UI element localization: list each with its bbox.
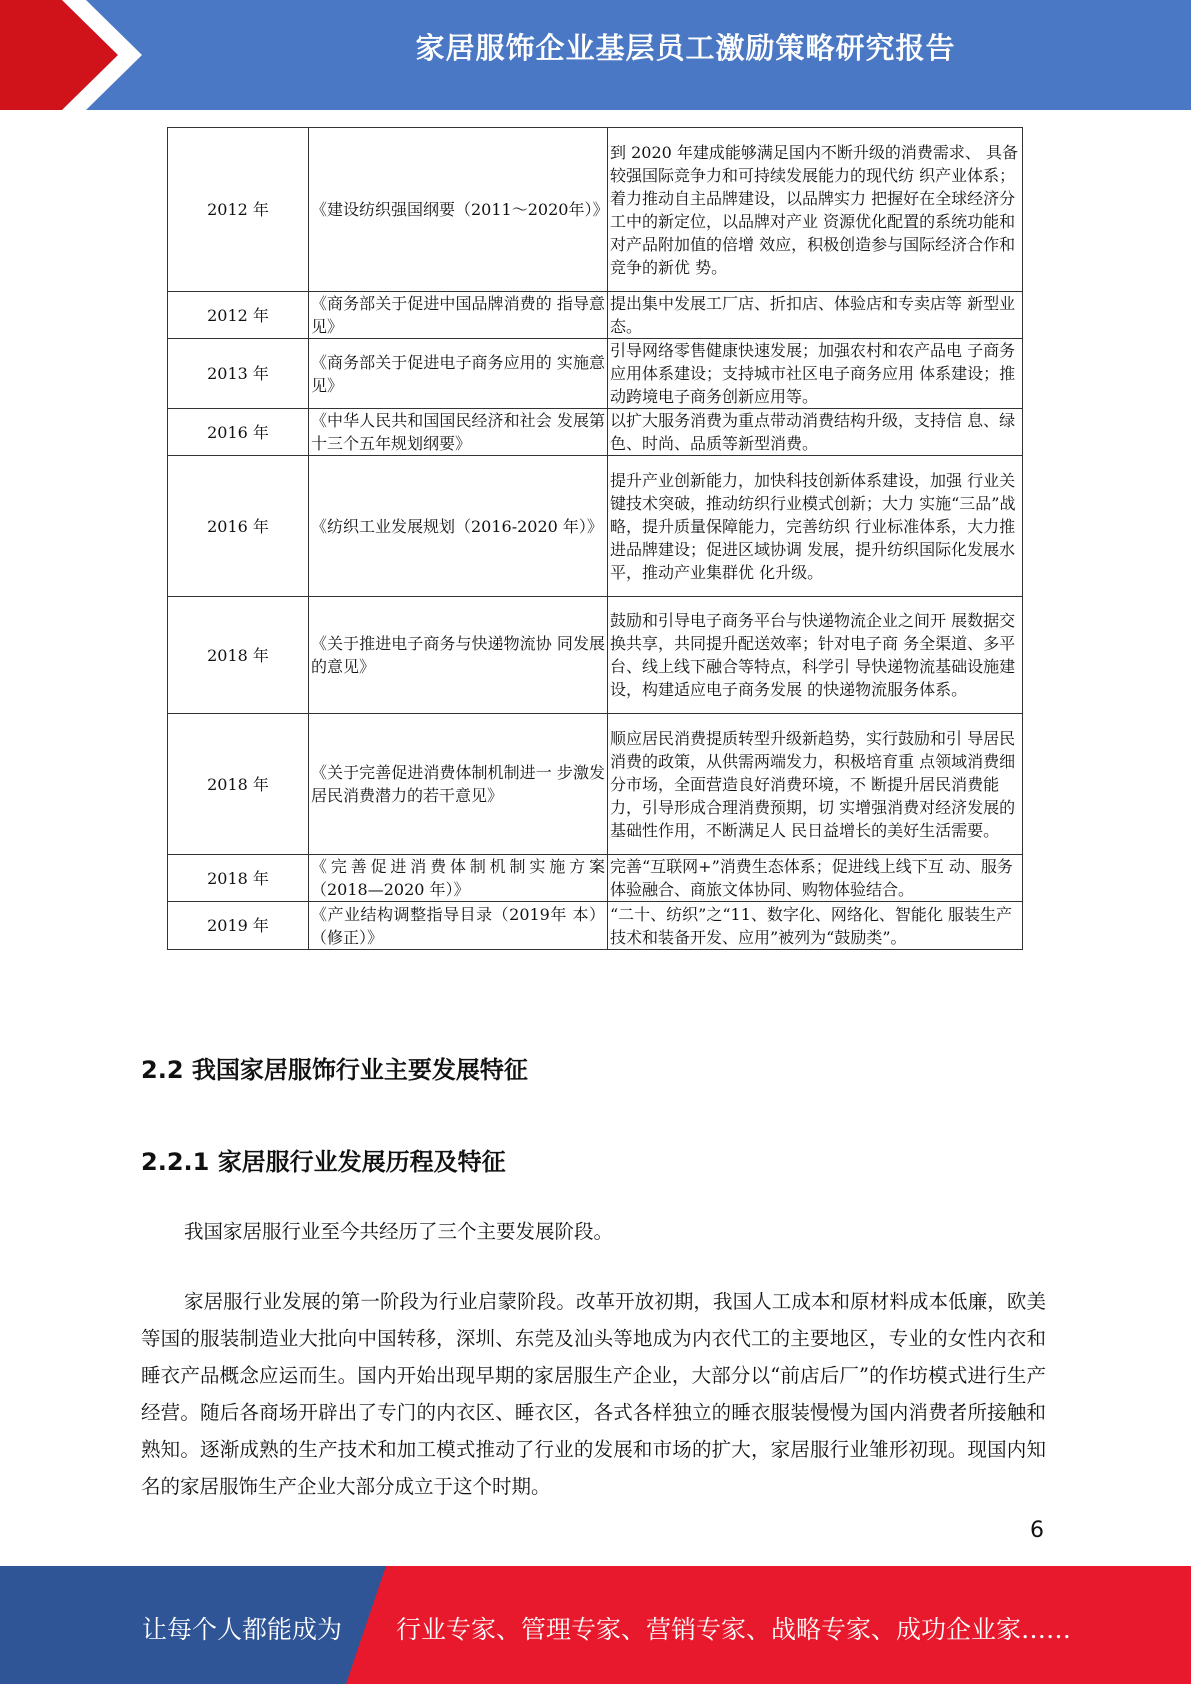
year-cell: 2016 年 <box>168 456 309 597</box>
description-cell: 顺应居民消费提质转型升级新趋势，实行鼓励和引 导居民消费的政策，从供需两端发力，积极培育重 点领域消费细分市场，全面营造良好消费环境，不 断提升居民消费能力，引导形成合理消费预期，切 实增强消费对经济发展的基础性作用，不断满足人 民日益增长的美好生活需要。 <box>608 714 1023 855</box>
document-cell: 《关于完善促进消费体制机制进一 步激发居民消费潜力的若干意见》 <box>309 714 608 855</box>
description-cell: 完善“互联网+”消费生态体系；促进线上线下互 动、服务体验融合、商旅文体协同、购物体验结合。 <box>608 855 1023 902</box>
table-row <box>168 714 1023 855</box>
subsection-heading: 2.2.1 家居服行业发展历程及特征 <box>141 1148 506 1176</box>
document-cell: 《商务部关于促进中国品牌消费的 指导意见》 <box>309 292 608 339</box>
description-cell: “二十、纺织”之“11、数字化、网络化、智能化 服装生产技术和装备开发、应用”被列为“鼓励类”。 <box>608 902 1023 950</box>
table-row <box>168 902 1023 950</box>
description-cell: 到 2020 年建成能够满足国内不断升级的消费需求、 具备较强国际竞争力和可持续发展能力的现代纺 织产业体系；着力推动自主品牌建设，以品牌实力 把握好在全球经济分工中的新定位，以品牌对产业 资源优化配置的系统功能和对产品附加值的倍增 效应，积极创造参与国际经济合作和竞争的新优 势。 <box>608 128 1023 292</box>
year-cell: 2018 年 <box>168 855 309 902</box>
report-title: 家居服饰企业基层员工激励策略研究报告 <box>415 31 956 65</box>
section-heading: 2.2 我国家居服饰行业主要发展特征 <box>141 1056 528 1084</box>
page-footer <box>0 1566 1191 1684</box>
year-cell: 2019 年 <box>168 902 309 950</box>
paragraph-stage-one: 家居服行业发展的第一阶段为行业启蒙阶段。改革开放初期，我国人工成本和原材料成本低廉，欧美等国的服装制造业大批向中国转移，深圳、东莞及汕头等地成为内衣代工的主要地区，专业的女性内衣和睡衣产品概念应运而生。国内开始出现早期的家居服生产企业，大部分以“前店后厂”的作坊模式进行生产经营。随后各商场开辟出了专门的内衣区、睡衣区，各式各样独立的睡衣服装慢慢为国内消费者所接触和熟知。逐渐成熟的生产技术和加工模式推动了行业的发展和市场的扩大，家居服行业雏形初现。现国内知名的家居服饰生产企业大部分成立于这个时期。 <box>141 1290 1046 1498</box>
year-cell: 2018 年 <box>168 714 309 855</box>
description-cell: 提升产业创新能力，加快科技创新体系建设，加强 行业关键技术突破，推动纺织行业模式创新；大力 实施“三品”战略，提升质量保障能力，完善纺织 行业标准体系，大力推进品牌建设；促进区域协调 发展，提升纺织国际化发展水平，推动产业集群优 化升级。 <box>608 456 1023 597</box>
description-cell: 以扩大服务消费为重点带动消费结构升级，支持信 息、绿色、时尚、品质等新型消费。 <box>608 409 1023 456</box>
document-cell: 《商务部关于促进电子商务应用的 实施意见》 <box>309 339 608 409</box>
table-row <box>168 855 1023 902</box>
document-cell: 《关于推进电子商务与快递物流协 同发展的意见》 <box>309 597 608 714</box>
description-cell: 提出集中发展工厂店、折扣店、体验店和专卖店等 新型业态。 <box>608 292 1023 339</box>
table-row <box>168 456 1023 597</box>
paragraph-intro: 我国家居服行业至今共经历了三个主要发展阶段。 <box>184 1220 614 1243</box>
year-cell: 2013 年 <box>168 339 309 409</box>
document-cell: 《纺织工业发展规划（2016-2020 年）》 <box>309 456 608 597</box>
footer-slogan-left: 让每个人都能成为 <box>142 1615 343 1644</box>
header-arrow-graphic <box>0 0 180 110</box>
footer-slogan-right: 行业专家、管理专家、营销专家、战略专家、成功企业家…… <box>396 1615 1072 1644</box>
document-cell: 《中华人民共和国国民经济和社会 发展第十三个五年规划纲要》 <box>309 409 608 456</box>
document-cell: 《产业结构调整指导目录（2019年 本）（修正）》 <box>309 902 608 950</box>
year-cell: 2016 年 <box>168 409 309 456</box>
policy-table <box>167 127 1023 950</box>
year-cell: 2012 年 <box>168 128 309 292</box>
year-cell: 2012 年 <box>168 292 309 339</box>
page-number: 6 <box>1030 1518 1044 1543</box>
document-cell: 《建设纺织强国纲要（2011～2020年）》 <box>309 128 608 292</box>
page-header <box>0 0 1191 110</box>
year-cell: 2018 年 <box>168 597 309 714</box>
table-row <box>168 597 1023 714</box>
document-cell: 《完善促进消费体制机制实施方案（2018—2020 年）》 <box>309 855 608 902</box>
table-row <box>168 292 1023 339</box>
description-cell: 引导网络零售健康快速发展；加强农村和农产品电 子商务应用体系建设；支持城市社区电子商务应用 体系建设；推动跨境电子商务创新应用等。 <box>608 339 1023 409</box>
description-cell: 鼓励和引导电子商务平台与快递物流企业之间开 展数据交换共享，共同提升配送效率；针对电子商 务全渠道、多平台、线上线下融合等特点，科学引 导快递物流基础设施建设，构建适应电子商务发展 的快递物流服务体系。 <box>608 597 1023 714</box>
table-row <box>168 128 1023 292</box>
table-row <box>168 409 1023 456</box>
table-row <box>168 339 1023 409</box>
